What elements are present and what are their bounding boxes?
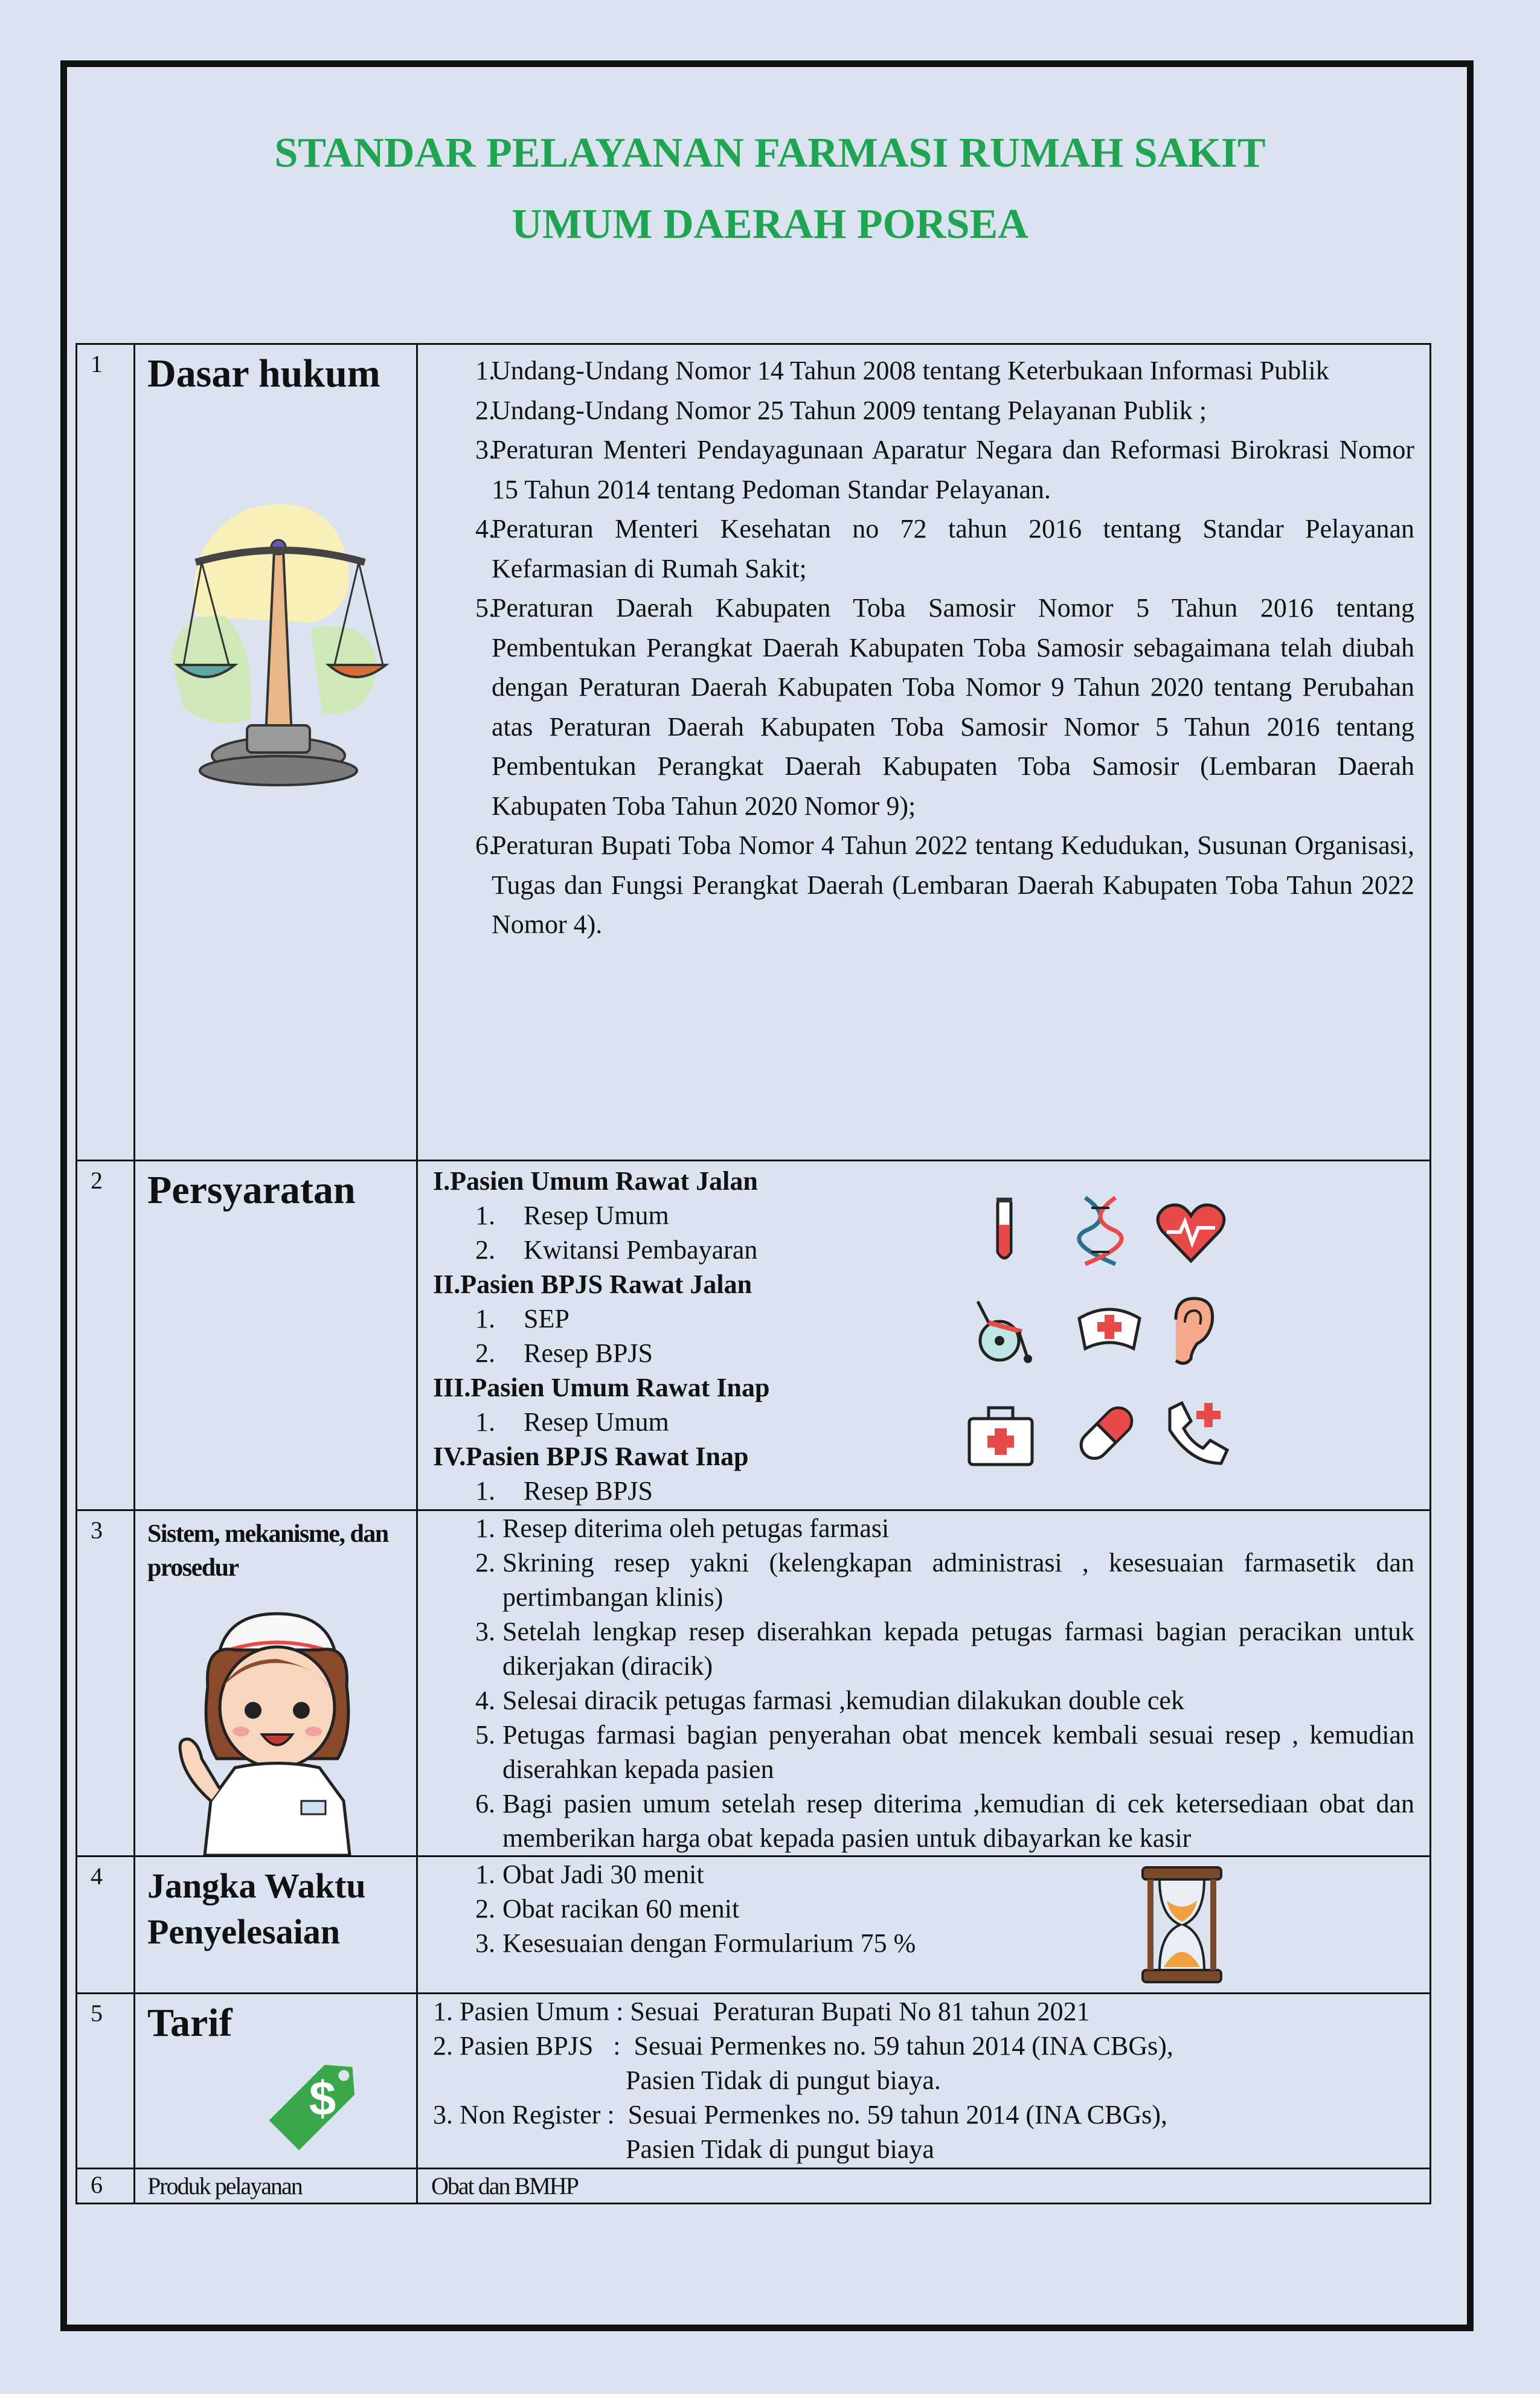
svg-text:$: $ — [309, 2071, 336, 2125]
row-content — [417, 1510, 1431, 1856]
list-item — [451, 1892, 1414, 1926]
standard-table — [75, 343, 1431, 2204]
row-content — [417, 1994, 1431, 2169]
table-row-jangka-waktu — [77, 1856, 1431, 1994]
item-text: Setelah lengkap resep diserahkan kepada petugas farmasi bagian peracikan untuk dikerjakan (diracik) — [502, 1617, 1414, 1681]
table-row-dasar-hukum — [77, 344, 1431, 1161]
item-number: 3. — [475, 435, 495, 464]
list-item — [451, 1718, 1414, 1786]
nurse-cap-icon — [1073, 1300, 1146, 1355]
row-label-cell — [135, 344, 417, 1161]
tariff-line: Pasien Tidak di pungut biaya. — [433, 2065, 941, 2095]
item-text: Undang-Undang Nomor 14 Tahun 2008 tentang Keterbukaan Informasi Publik — [492, 356, 1329, 385]
item-text: Kwitansi Pembayaran — [524, 1235, 758, 1265]
document-title-line2: UMUM DAERAH PORSEA — [512, 201, 1028, 248]
list-item — [451, 509, 1414, 588]
item-number: 2. — [475, 1338, 495, 1368]
group-title: II.Pasien BPJS Rawat Jalan — [433, 1269, 752, 1299]
item-number: 3. — [475, 1617, 495, 1646]
item-text: Obat Jadi 30 menit — [502, 1860, 704, 1889]
item-number: 3. — [475, 1928, 495, 1958]
list-item — [433, 1301, 1414, 1336]
row-label-cell — [135, 1856, 417, 1994]
item-text: Selesai diracik petugas farmasi ,kemudian dilakukan double cek — [502, 1686, 1184, 1715]
item-number: 4. — [475, 514, 495, 544]
row-label: Produk pelayanan — [135, 2169, 417, 2204]
item-number: 1. — [475, 1407, 495, 1437]
row-label-cell — [135, 1994, 417, 2169]
list-item — [433, 1198, 1414, 1233]
row-label: Jangka Waktu Penyelesaian — [147, 1866, 366, 1951]
item-number: 5. — [475, 593, 495, 623]
item-number: 1. — [475, 1860, 495, 1889]
group-title: IV.Pasien BPJS Rawat Inap — [433, 1442, 749, 1471]
item-text: Peraturan Menteri Pendayagunaan Aparatur Negara dan Reformasi Birokrasi Nomor 15 Tahun 2014 tentang Pedoman Standar Pelayanan. — [492, 435, 1414, 504]
list-item — [451, 1683, 1414, 1718]
item-number: 1. — [475, 356, 495, 385]
item-number: 2. — [475, 1235, 495, 1265]
item-number: 1. — [475, 1513, 495, 1543]
first-aid-kit-icon — [964, 1403, 1037, 1469]
item-text: Undang-Undang Nomor 25 Tahun 2009 tentang Pelayanan Publik ; — [492, 395, 1207, 425]
list-item — [451, 1614, 1414, 1683]
row-content — [417, 1856, 1431, 1994]
list-item — [433, 1233, 1414, 1267]
group-title: I.Pasien Umum Rawat Jalan — [433, 1166, 758, 1196]
scales-of-justice-icon — [159, 466, 401, 792]
item-text: Peraturan Bupati Toba Nomor 4 Tahun 2022 tentang Kedudukan, Susunan Organisasi, Tugas dan Fungsi Perangkat Daerah (Lembaran Daerah Kabupaten Toba Tahun 2022 Nomor 4). — [492, 830, 1414, 939]
item-text: Peraturan Daerah Kabupaten Toba Samosir Nomor 5 Tahun 2016 tentang Pembentukan Perangkat Daerah Kabupaten Toba Samosir sebagaimana telah diubah dengan Peraturan Daerah Kabupaten Toba Nomor 9 Tahun 2020 tentang Perubahan atas Peraturan Daerah Kabupaten Toba Samosir Nomor 5 Tahun 2016 tentang Pembentukan Perangkat Daerah Kabupaten Toba Samosir (Lembaran Daerah Kabupaten Toba Tahun 2020 Nomor 9); — [492, 593, 1414, 821]
item-number: 2. — [475, 1894, 495, 1924]
list-item — [451, 1545, 1414, 1614]
table-row-sistem-mekanisme — [77, 1510, 1431, 1856]
item-text: Petugas farmasi bagian penyerahan obat mencek kembali sesuai resep , kemudian diserahkan kepada pasien — [502, 1720, 1414, 1784]
tariff-line: 3. Non Register : Sesuai Permenkes no. 59 tahun 2014 (INA CBGs), — [433, 2100, 1167, 2129]
row-content — [417, 1161, 1431, 1510]
wheelchair-icon — [971, 1295, 1037, 1368]
row-value: Obat dan BMHP — [417, 2169, 1431, 2204]
item-text: Resep Umum — [524, 1201, 669, 1230]
list-item — [451, 1786, 1414, 1855]
row-content — [417, 344, 1431, 1161]
list-item — [433, 1336, 1414, 1370]
tariff-line: Pasien Tidak di pungut biaya — [433, 2134, 934, 2164]
dna-icon — [1070, 1195, 1131, 1267]
item-number: 2. — [475, 1548, 495, 1577]
item-text: Bagi pasien umum setelah resep diterima ,kemudian di cek ketersediaan obat dan memberikan harga obat kepada pasien untuk dibayarkan ke kasir — [502, 1789, 1414, 1853]
row-label: Sistem, mekanisme, dan prosedur — [147, 1520, 388, 1582]
row-number: 3 — [77, 1510, 135, 1856]
nurse-illustration-icon — [175, 1602, 380, 1855]
list-item — [433, 1405, 1414, 1439]
emergency-phone-icon — [1161, 1397, 1233, 1469]
row-label-cell — [135, 1161, 417, 1510]
pill-icon — [1070, 1397, 1143, 1469]
list-item — [451, 430, 1414, 509]
row-number: 5 — [77, 1994, 135, 2169]
list-item — [451, 1857, 1414, 1892]
item-text: Kesesuaian dengan Formularium 75 % — [502, 1928, 916, 1958]
row-number: 1 — [77, 344, 135, 1161]
row-label-cell — [135, 1510, 417, 1856]
item-text: Peraturan Menteri Kesehatan no 72 tahun 2016 tentang Standar Pelayanan Kefarmasian di Rumah Sakit; — [492, 514, 1414, 583]
document-title-line1: STANDAR PELAYANAN FARMASI RUMAH SAKIT — [274, 130, 1266, 176]
item-text: Resep Umum — [524, 1407, 669, 1437]
list-item — [451, 351, 1414, 391]
list-item — [451, 826, 1414, 945]
ear-icon — [1164, 1295, 1218, 1368]
item-number: 1. — [475, 1201, 495, 1230]
list-item — [451, 1511, 1414, 1545]
duration-list — [451, 1857, 1414, 1960]
table-row-persyaratan — [77, 1161, 1431, 1510]
hourglass-icon — [1137, 1864, 1227, 1985]
item-number: 1. — [475, 1304, 495, 1333]
row-number: 6 — [77, 2169, 135, 2204]
table-row-produk — [77, 2169, 1431, 2204]
tariff-line: 1. Pasien Umum : Sesuai Peraturan Bupati No 81 tahun 2021 — [433, 1997, 1090, 2026]
item-text: SEP — [524, 1304, 569, 1333]
list-item — [451, 1926, 1414, 1960]
row-number: 4 — [77, 1856, 135, 1994]
procedure-list — [451, 1511, 1414, 1855]
list-item — [451, 391, 1414, 431]
item-number: 4. — [475, 1686, 495, 1715]
tariff-line: 2. Pasien BPJS : Sesuai Permenkes no. 59 tahun 2014 (INA CBGs), — [433, 2031, 1173, 2061]
item-text: Resep diterima oleh petugas farmasi — [502, 1513, 890, 1543]
row-label: Persyaratan — [147, 1168, 356, 1212]
row-label: Dasar hukum — [147, 351, 380, 396]
group-title: III.Pasien Umum Rawat Inap — [433, 1373, 770, 1402]
list-item — [451, 588, 1414, 826]
item-number: 2. — [475, 395, 495, 425]
row-number: 2 — [77, 1161, 135, 1510]
row-label: Tarif — [147, 2001, 233, 2045]
legal-basis-list — [451, 351, 1414, 945]
list-item — [433, 1474, 1414, 1508]
heartbeat-icon — [1155, 1201, 1227, 1267]
item-number: 6. — [475, 830, 495, 860]
price-tag-dollar-icon — [262, 2036, 383, 2157]
item-text: Resep BPJS — [524, 1338, 653, 1368]
item-number: 1. — [475, 1476, 495, 1506]
test-tube-icon — [974, 1195, 1034, 1267]
item-number: 6. — [475, 1789, 495, 1818]
table-row-tarif — [77, 1994, 1431, 2169]
item-text: Resep BPJS — [524, 1476, 653, 1506]
item-number: 5. — [475, 1720, 495, 1750]
item-text: Obat racikan 60 menit — [502, 1894, 740, 1924]
item-text: Skrining resep yakni (kelengkapan administrasi , kesesuaian farmasetik dan pertimbangan klinis) — [502, 1548, 1414, 1612]
